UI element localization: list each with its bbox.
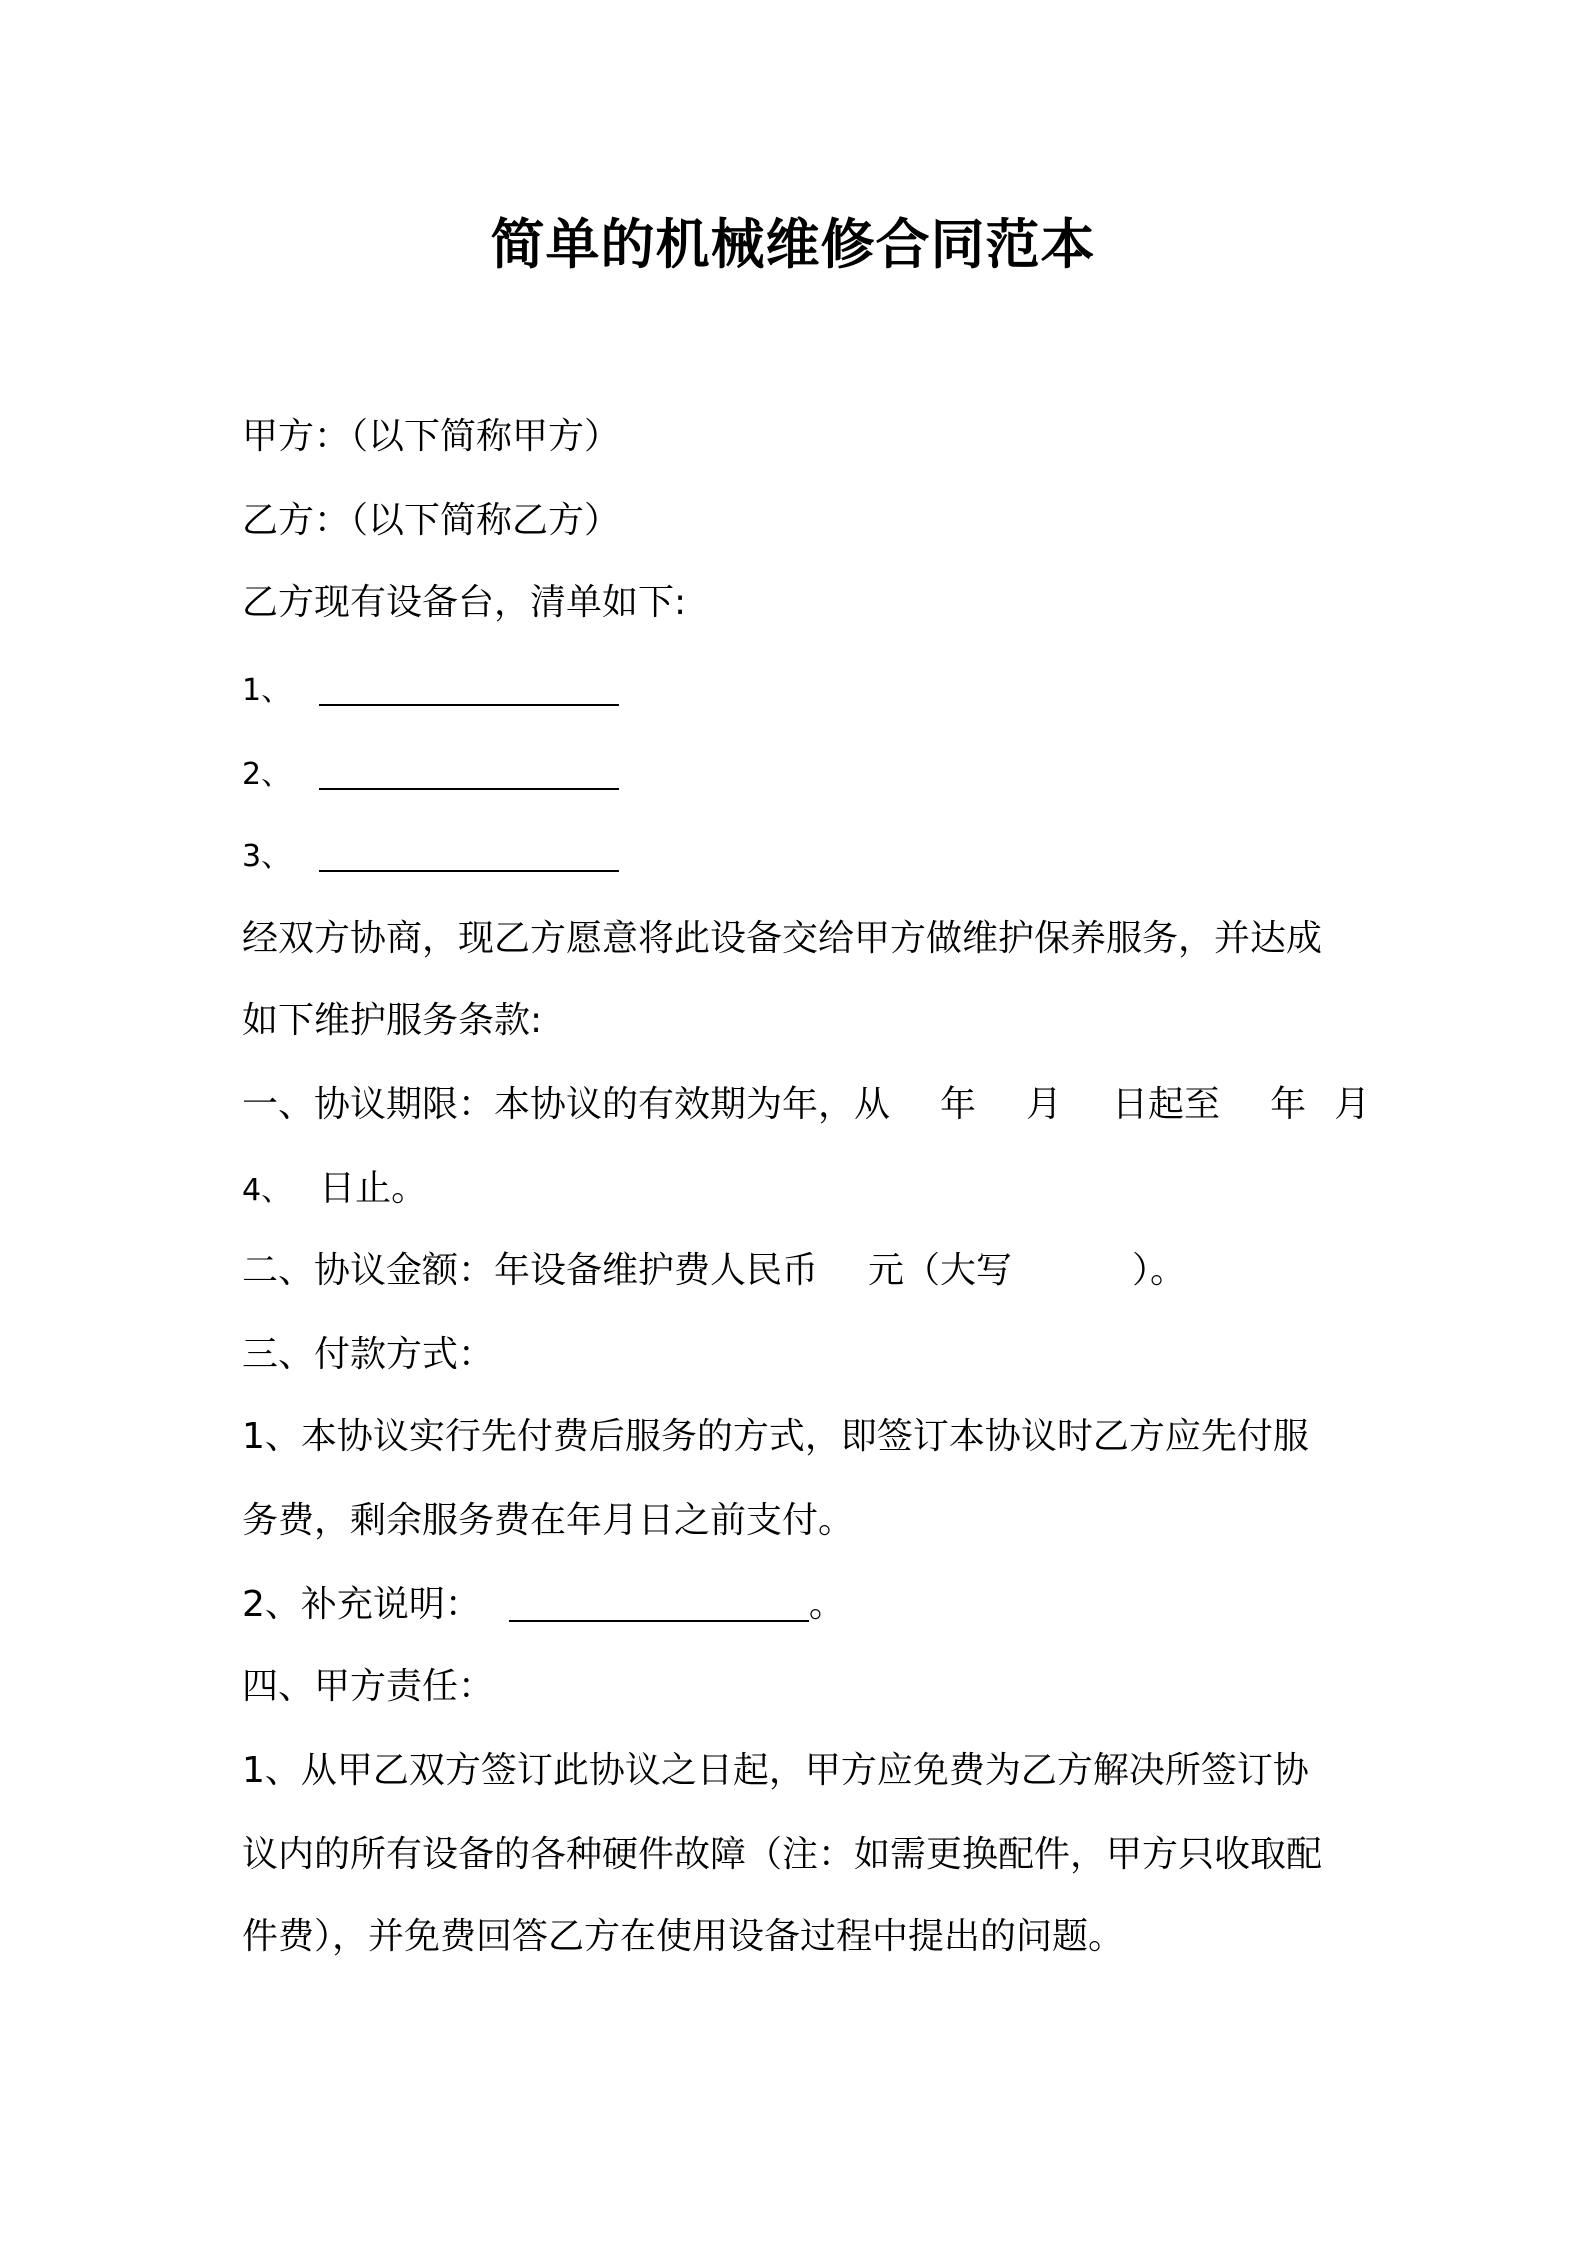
payment-1-line-1: 1、本协议实行先付费后服务的方式，即签订本协议时乙方应先付服 <box>242 1416 1309 1457</box>
amount-yuan: 元（大写 <box>868 1250 1013 1291</box>
supplement-blank <box>509 1586 809 1622</box>
term-month-2: 月 <box>1334 1084 1371 1125</box>
term-year-1: 年 <box>940 1084 977 1125</box>
negotiation-line-1: 经双方协商，现乙方愿意将此设备交给甲方做维护保养服务，并达成 <box>242 918 1323 959</box>
term-number: 4、 <box>242 1173 292 1208</box>
equipment-item-1 <box>242 664 1362 716</box>
duty-a-1-line-3: 件费），并免费回答乙方在使用设备过程中提出的问题。 <box>242 1916 1125 1957</box>
duty-a-1-line-2: 议内的所有设备的各种硬件故障（注：如需更换配件，甲方只收取配 <box>242 1834 1323 1875</box>
equipment-item-number: 3、 <box>242 839 292 874</box>
term-year-2: 年 <box>1270 1084 1307 1125</box>
party-a-line: 甲方：（以下简称甲方） <box>242 416 621 457</box>
amount-clause <box>242 1246 1362 1296</box>
equipment-item-3 <box>242 830 1362 882</box>
term-prefix: 一、协议期限：本协议的有效期为年，从 <box>242 1084 891 1125</box>
amount-suffix: ）。 <box>1132 1250 1187 1291</box>
term-clause-end <box>242 1164 1362 1216</box>
party-b-line: 乙方：（以下简称乙方） <box>242 500 621 541</box>
equipment-item-blank <box>319 754 619 790</box>
payment-heading: 三、付款方式： <box>242 1334 495 1375</box>
equipment-item-number: 2、 <box>242 757 292 792</box>
payment-2 <box>242 1580 1362 1630</box>
term-day-from: 日起至 <box>1112 1084 1221 1125</box>
equipment-item-2 <box>242 748 1362 800</box>
payment-2-label: 2、补充说明： <box>242 1584 481 1625</box>
duty-a-heading: 四、甲方责任： <box>242 1666 495 1707</box>
amount-prefix: 二、协议金额：年设备维护费人民币 <box>242 1250 819 1291</box>
page-title: 简单的机械维修合同范本 <box>490 213 1096 276</box>
duty-a-1-line-1: 1、从甲乙双方签订此协议之日起，甲方应免费为乙方解决所签订协 <box>242 1750 1309 1791</box>
equipment-intro: 乙方现有设备台，清单如下: <box>242 582 687 623</box>
term-month-1: 月 <box>1026 1084 1063 1125</box>
equipment-item-number: 1、 <box>242 673 292 708</box>
term-end-text: 日止。 <box>319 1168 428 1209</box>
payment-1-line-2: 务费，剩余服务费在年月日之前支付。 <box>242 1500 855 1541</box>
equipment-item-blank <box>319 670 619 706</box>
equipment-item-blank <box>319 836 619 872</box>
negotiation-line-2: 如下维护服务条款: <box>242 1000 543 1041</box>
payment-2-end: 。 <box>808 1584 845 1625</box>
term-clause <box>242 1080 1371 1130</box>
